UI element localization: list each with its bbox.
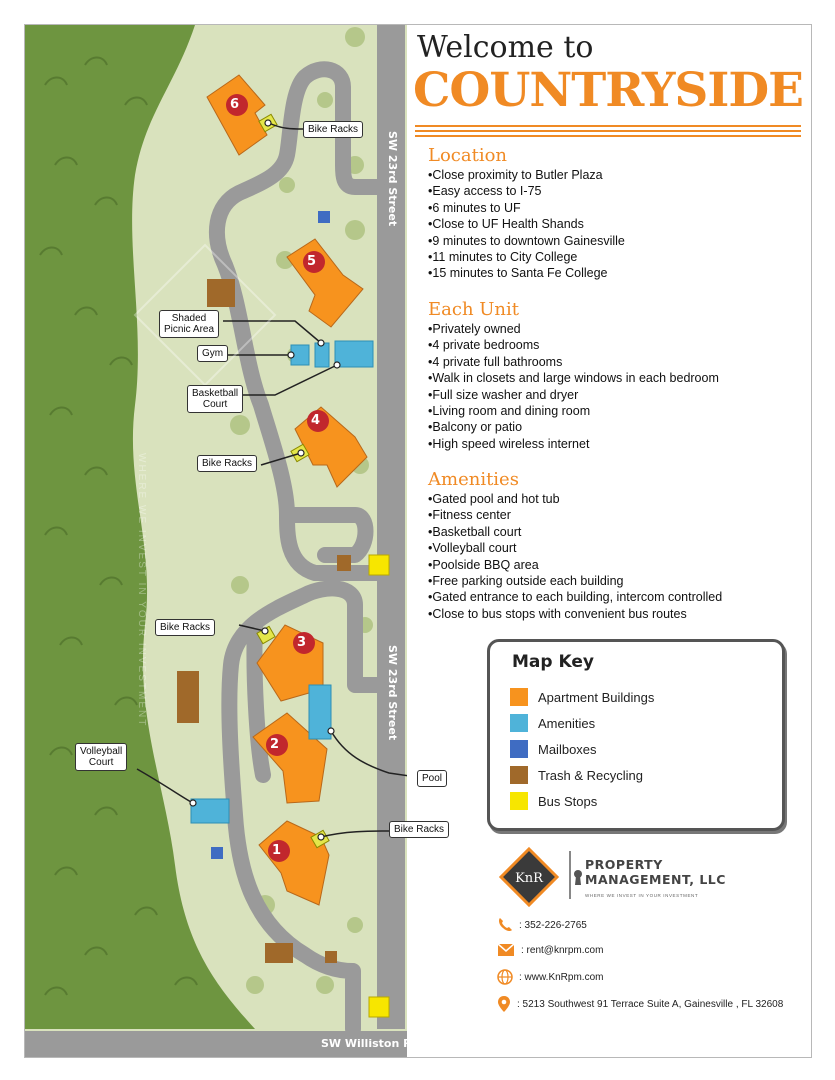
list-item: • 9 minutes to downtown Gainesville bbox=[428, 233, 625, 249]
building-number: 5 bbox=[307, 254, 317, 269]
list-item: • Fitness center bbox=[428, 507, 722, 523]
list-item: • Easy access to I-75 bbox=[428, 183, 625, 199]
list-item: • Full size washer and dryer bbox=[428, 387, 719, 403]
address-text: : 5213 Southwest 91 Terrace Suite A, Gainesville , FL 32608 bbox=[517, 998, 784, 1010]
list-item: • Close to bus stops with convenient bus routes bbox=[428, 606, 722, 622]
globe-icon bbox=[497, 969, 513, 985]
key-label: Trash & Recycling bbox=[538, 767, 643, 783]
location-list bbox=[428, 167, 625, 282]
street-label-south: SW Williston Road bbox=[321, 1037, 435, 1050]
list-item: • Basketball court bbox=[428, 524, 722, 540]
building-number: 3 bbox=[297, 635, 307, 650]
callout-pool: Pool bbox=[417, 770, 447, 787]
list-item: • Balcony or patio bbox=[428, 419, 719, 435]
divider bbox=[415, 130, 801, 132]
street-label-upper: SW 23rd Street bbox=[386, 131, 399, 227]
callout-bike-racks-3: Bike Racks bbox=[155, 619, 215, 636]
key-label: Mailboxes bbox=[538, 741, 597, 757]
location-title: Location bbox=[428, 145, 508, 166]
swatch bbox=[510, 714, 528, 732]
company-tagline: WHERE WE INVEST IN YOUR INVESTMENT bbox=[585, 893, 699, 898]
list-item: • Living room and dining room bbox=[428, 403, 719, 419]
map-key-title: Map Key bbox=[512, 652, 594, 672]
contact-phone bbox=[497, 917, 587, 933]
amenities-list bbox=[428, 491, 722, 622]
divider bbox=[415, 125, 801, 127]
building-number: 2 bbox=[270, 737, 280, 752]
map-key bbox=[487, 639, 785, 831]
callout-volleyball: Volleyball Court bbox=[75, 743, 127, 771]
basketball-court bbox=[335, 341, 373, 367]
callout-bike-racks-1: Bike Racks bbox=[389, 821, 449, 838]
email-icon bbox=[497, 943, 515, 957]
building-number: 4 bbox=[311, 413, 321, 428]
swatch bbox=[510, 740, 528, 758]
phone-text[interactable]: : 352-226-2765 bbox=[519, 919, 587, 931]
list-item: • Volleyball court bbox=[428, 540, 722, 556]
mailbox bbox=[211, 847, 223, 859]
swatch bbox=[510, 766, 528, 784]
list-item: • 4 private full bathrooms bbox=[428, 354, 719, 370]
property-name: COUNTRYSIDE bbox=[413, 63, 803, 118]
list-item: • Privately owned bbox=[428, 321, 719, 337]
list-item: • Gated pool and hot tub bbox=[428, 491, 722, 507]
key-row-trash bbox=[510, 766, 643, 784]
info-panel bbox=[407, 25, 811, 1029]
callout-shaded-picnic: Shaded Picnic Area bbox=[159, 310, 219, 338]
callout-bike-racks-4: Bike Racks bbox=[197, 455, 257, 472]
key-label: Bus Stops bbox=[538, 793, 598, 809]
divider bbox=[415, 135, 801, 137]
contact-email bbox=[497, 943, 603, 957]
list-item: • High speed wireless internet bbox=[428, 436, 719, 452]
key-row-buildings bbox=[510, 688, 654, 706]
contact-address bbox=[497, 995, 783, 1013]
list-item: • Gated entrance to each building, intercom controlled bbox=[428, 589, 722, 605]
volleyball-court bbox=[191, 799, 229, 823]
keyhole-icon bbox=[573, 869, 583, 885]
list-item: • Close proximity to Butler Plaza bbox=[428, 167, 625, 183]
bus-stop bbox=[369, 555, 389, 575]
callout-basketball: Basketball Court bbox=[187, 385, 243, 413]
email-text[interactable]: : rent@knrpm.com bbox=[521, 944, 604, 956]
swatch bbox=[510, 792, 528, 810]
company-name bbox=[585, 857, 726, 887]
list-item: • 4 private bedrooms bbox=[428, 337, 719, 353]
flyer bbox=[24, 24, 812, 1058]
key-label: Amenities bbox=[538, 715, 596, 731]
list-item: • 15 minutes to Santa Fe College bbox=[428, 265, 625, 281]
site-map bbox=[25, 25, 407, 1057]
mailbox bbox=[318, 211, 330, 223]
street-label-lower: SW 23rd Street bbox=[386, 645, 399, 741]
list-item: • 6 minutes to UF bbox=[428, 200, 625, 216]
logo-divider bbox=[569, 851, 571, 899]
key-label: Apartment Buildings bbox=[538, 689, 655, 705]
list-item: • Free parking outside each building bbox=[428, 573, 722, 589]
bus-stop bbox=[369, 997, 389, 1017]
list-item: • Walk in closets and large windows in each bedroom bbox=[428, 370, 719, 386]
company-name-line1: PROPERTY bbox=[585, 857, 663, 872]
key-row-mailboxes bbox=[510, 740, 597, 758]
amenities-title: Amenities bbox=[428, 469, 519, 490]
swatch bbox=[510, 688, 528, 706]
list-item: • Close to UF Health Shands bbox=[428, 216, 625, 232]
company-logo bbox=[499, 845, 799, 905]
list-item: • Poolside BBQ area bbox=[428, 557, 722, 573]
contact-website bbox=[497, 969, 603, 985]
callout-bike-racks-6: Bike Racks bbox=[303, 121, 363, 138]
unit-list bbox=[428, 321, 719, 452]
building-number: 6 bbox=[230, 97, 240, 112]
key-row-bus bbox=[510, 792, 597, 810]
callout-gym: Gym bbox=[197, 345, 228, 362]
list-item: • 11 minutes to City College bbox=[428, 249, 625, 265]
logo-text: KnR bbox=[515, 871, 543, 886]
phone-icon bbox=[497, 917, 513, 933]
knr-diamond-icon bbox=[499, 847, 559, 907]
watermark-text: WHERE WE INVEST IN YOUR INVESTMENT bbox=[136, 453, 147, 728]
location-pin-icon bbox=[497, 995, 511, 1013]
company-name-line2: MANAGEMENT, LLC bbox=[585, 872, 726, 887]
building-number: 1 bbox=[272, 843, 282, 858]
welcome-heading: Welcome to bbox=[417, 30, 594, 65]
key-row-amenities bbox=[510, 714, 595, 732]
unit-title: Each Unit bbox=[428, 299, 520, 320]
website-text[interactable]: : www.KnRpm.com bbox=[519, 971, 604, 983]
shaded-picnic-area bbox=[315, 343, 329, 367]
